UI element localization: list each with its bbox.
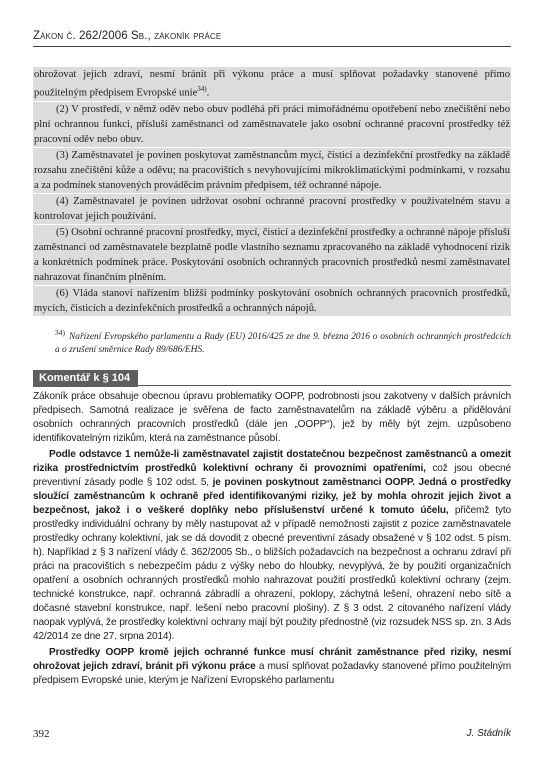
law-paragraph-1: ohrožovat jejich zdraví, nesmí bránit při výkonu práce a musí splňovat požadavky stanovené přímo použitelným předpisem Evropské unie$^{34)}$. <box>34 69 510 99</box>
page-number: 392 <box>33 728 50 740</box>
page-footer <box>33 728 511 744</box>
commentary-heading: Komentář k § 104 <box>33 370 138 387</box>
header-title: Zákon č. 262/2006 Sb., zákoník práce <box>33 30 222 42</box>
law-paragraph-4: (4) Zaměstnavatel je povinen udržovat osobní ochranné pracovní prostředky v použivatelném stavu a kontrolovat jejich používání. <box>34 195 510 222</box>
law-paragraph-2: (2) V prostředí, v němž oděv nebo obuv podléhá při práci mimořádnému opotřebení nebo znečištění nebo plní ochrannou funkci, přísluší zaměstnanci od zaměstnavatele jako osobní ochranné pracovní prostředky též pracovní oděv nebo obuv. <box>34 103 510 145</box>
footnote-mark: 34) <box>55 328 65 337</box>
law-paragraph-6: (6) Vláda stanoví nařízením bližší podmínky poskytování osobních ochranných pracovních prostředků, mycích, čisticích a dezinfekčních prostředků a ochranných nápojů. <box>34 287 510 314</box>
law-paragraph-3: (3) Zaměstnavatel je povinen poskytovat zaměstnancům mycí, čisticí a dezinfekční prostředky na základě rozsahu znečištění kůže a oděvu; na pracovištích s nevyhovujícími mikroklimatickými podmínkami, v rozsahu a za podmínek stanovených prováděcím právním předpisem, též ochranné nápoje. <box>34 149 510 191</box>
law-paragraph-5: (5) Osobní ochranné pracovní prostředky, mycí, čisticí a dezinfekční prostředky a ochranné nápoje přísluší zaměstnanci od zaměstnavatele bezplatně podle vlastního seznamu zpracovaného na základě vyhodnocení rizik a konkrétních podmínek práce. Poskytování osobních ochranných pracovních prostředků nesmí zaměstnavatel nahrazovat finančním plněním. <box>34 226 510 283</box>
commentary-heading-bar <box>33 368 511 386</box>
commentary-paragraph-1: Zákoník práce obsahuje obecnou úpravu problematiky OOPP, podrobnosti jsou zakotveny v dalších právních předpisech. Samotná realizace je svěřena de facto zaměstnavatelům na základě výběru a přidělování osobních ochranných pracovních prostředků (dále jen „OOPP“), jež by měly být zejm. uzpůsobeno identifikovatelným rizikům, která na zaměstnance působí. <box>33 391 511 444</box>
running-header <box>33 30 511 47</box>
author-name: J. Stádník <box>466 728 511 739</box>
commentary-paragraph-2: Podle odstavce 1 nemůže-li zaměstnavatel zajistit dostatečnou bezpečnost zaměstnanců a omezit rizika prostřednictvím prostředků kolektivní ochrany či provozními opatřeními, což jsou obecné preventivní zásady podle § 102 odst. 5, je povinen poskytnout zaměstnanci OOPP. Jedná o prostředky sloužící zaměstnancům k ochraně před identifikovanými riziky, jež by mohla ohrozit jejich život a bezpečnost, jakož i o veškeré doplňky nebo příslušenství určené k tomuto účelu, přičemž tyto prostředky individuální ochrany by měly nastupovat až v případě nemožnosti zajistit z pozice zaměstnavatele prostředky ochrany kolektivní, jak se dá dovodit z obecné preventivní zásady obsažené v § 102 odst. 5 písm. h). Například z § 3 nařízení vlády č. 362/2005 Sb., o bližších požadavcích na bezpečnost a ochranu zdraví při práci na pracovištích s nebezpečím pádu z výšky nebo do hloubky, nevyplývá, že by použití organizačních opatření a osobních ochranných prostředků mohlo nahrazovat použití prostředků kolektivní ochrany (zejm. technické konstrukce, např. ochranná zábradlí a ohrazení, poklopy, záchytná lešení, ohrazení nebo sítě a dočasné stavební konstrukce, např. lešení nebo pracovní plošiny). Z § 3 odst. 2 citovaného nařízení vlády naopak vyplývá, že prostředky kolektivní ochrany mají být použity přednostně (viz rozsudek NSS sp. zn. 3 Ads 42/2014 ze dne 27. srpna 2014). <box>33 449 511 642</box>
footnote <box>55 326 511 357</box>
footnote-text: Nařízení Evropského parlamentu a Rady (EU) 2016/425 ze dne 9. března 2016 o osobních ochranných prostředcích a o zrušení směrnice Rady 89/686/EHS. <box>55 332 511 356</box>
commentary-text <box>33 390 511 690</box>
law-text <box>33 67 511 317</box>
footnote-reference[interactable]: 34) <box>197 85 207 93</box>
commentary-paragraph-3: Prostředky OOPP kromě jejich ochranné funkce musí chránit zaměstnance před riziky, nesmí ohrožovat jejich zdraví, bránit při výkonu práce a musí splňovat požadavky stanovené přímo použitelným předpisem Evropské unie, kterým je Nařízení Evropského parlamentu <box>33 647 511 686</box>
